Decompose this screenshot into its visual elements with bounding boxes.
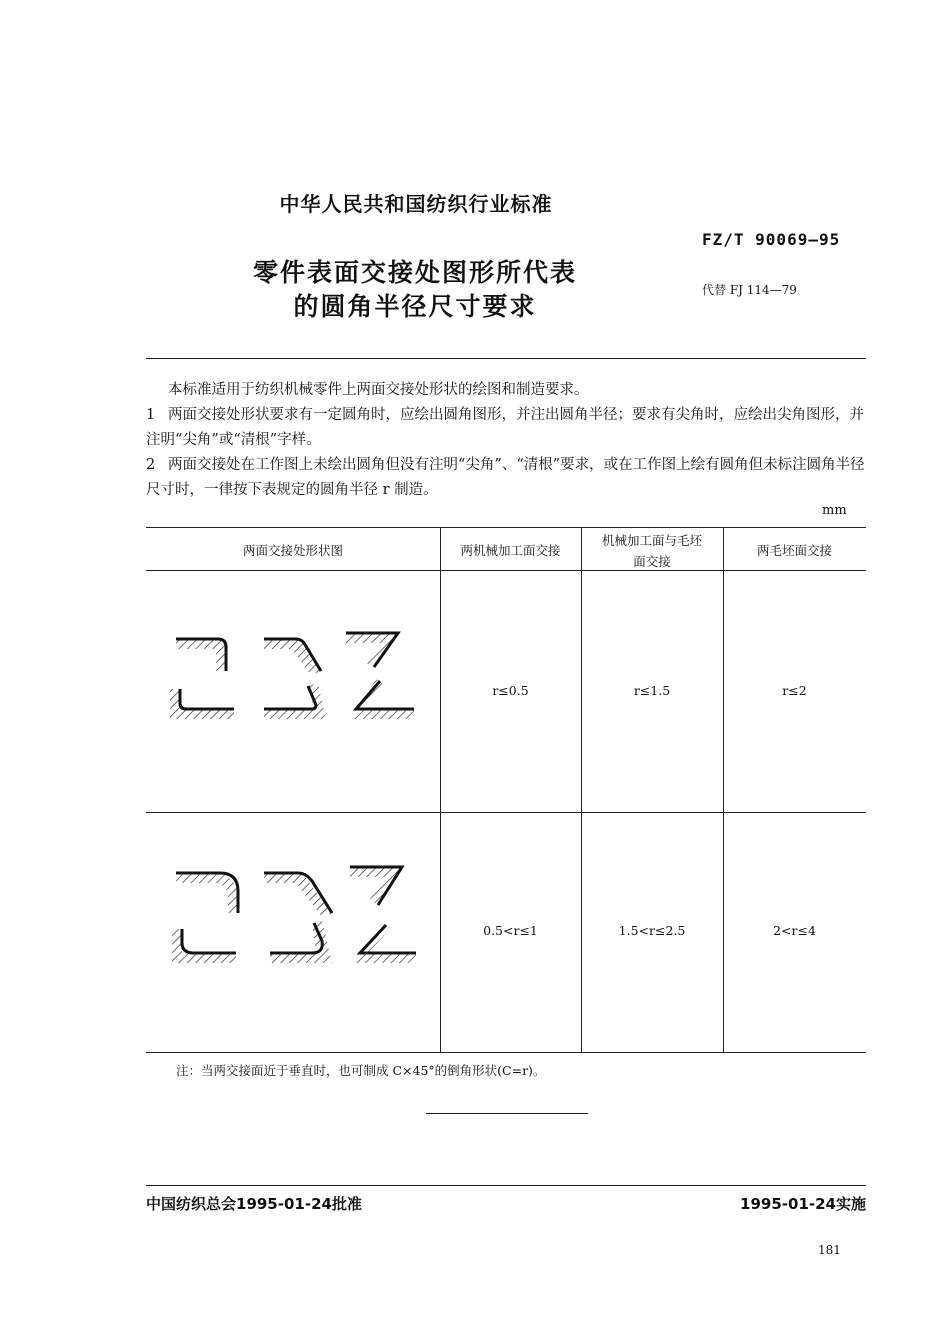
row2-shape-outer-corner-blank xyxy=(264,873,332,917)
table-col-divider-2 xyxy=(581,527,582,1052)
table-col-divider-1 xyxy=(440,527,441,1052)
effective-date: 1995-01-24实施 xyxy=(740,1195,866,1213)
approval-issuer: 中国纺织总会1995-01-24批准 xyxy=(146,1195,362,1213)
standard-number: FZ/T 90069—95 xyxy=(702,230,841,249)
row1-machined-machined: r≤0.5 xyxy=(492,683,529,698)
row1-machined-blank: r≤1.5 xyxy=(633,683,671,698)
row1-shape-inner-corner-machined xyxy=(170,689,234,719)
header-machined-blank-line-1: 机械加工面与毛坯 xyxy=(601,533,702,548)
table-top-border xyxy=(146,527,866,528)
clause-2-text: 两面交接处在工作图上未绘出圆角但没有注明“尖角”、“清根”要求，或在工作图上绘有圆角但未标注圆角半径尺寸时，一律按下表规定的圆角半径 r 制造。 xyxy=(146,457,865,498)
clause-2 xyxy=(146,453,866,503)
page-number: 181 xyxy=(818,1243,841,1257)
header-blank-blank: 两毛坯面交接 xyxy=(756,543,832,558)
doc-title-line-1: 零件表面交接处图形所代表 xyxy=(252,258,577,287)
row2-shape-inner-corner-sharp xyxy=(354,923,416,963)
replaces-standard: 代替 FJ 114—79 xyxy=(702,283,797,297)
row1-shape-inner-corner-blank xyxy=(264,683,326,719)
header-machined-blank xyxy=(581,530,723,572)
clause-2-number: 2 xyxy=(146,457,156,473)
row1-shape-outer-corner-machined xyxy=(176,639,226,671)
corner-shapes-figure xyxy=(146,571,440,1051)
header-machined-machined: 两机械加工面交接 xyxy=(460,543,561,558)
row2-shape-outer-corner-sharp xyxy=(350,867,402,905)
header-shape: 两面交接处形状图 xyxy=(242,543,343,558)
table-col-divider-3 xyxy=(723,527,724,1052)
clause-1 xyxy=(146,403,866,453)
intro-paragraph: 本标准适用于纺织机械零件上两面交接处形状的绘图和制造要求。 xyxy=(168,382,589,398)
row1-shape-inner-corner-sharp xyxy=(350,679,414,719)
org-title: 中华人民共和国纺织行业标准 xyxy=(279,192,553,216)
table-unit: mm xyxy=(822,503,847,518)
table-footnote: 注：当两交接面近于垂直时，也可制成 C×45°的倒角形状(C=r)。 xyxy=(176,1063,546,1078)
row1-shape-outer-corner-sharp xyxy=(346,633,398,667)
clause-1-text: 两面交接处形状要求有一定圆角时，应绘出圆角图形，并注出圆角半径；要求有尖角时，应绘出尖角图形，并注明“尖角”或“清根”字样。 xyxy=(146,407,864,448)
doc-title-line-2: 的圆角半径尺寸要求 xyxy=(293,292,537,321)
row2-machined-blank: 1.5<r≤2.5 xyxy=(618,923,686,938)
end-of-text-rule xyxy=(426,1113,588,1114)
row1-shape-outer-corner-blank xyxy=(264,639,321,675)
row2-machined-machined: 0.5<r≤1 xyxy=(483,923,538,938)
row2-shape-inner-corner-blank xyxy=(270,921,332,963)
row1-blank-blank: r≤2 xyxy=(782,683,807,698)
footer-divider xyxy=(146,1185,866,1186)
header-machined-blank-line-2: 面交接 xyxy=(633,554,671,569)
header-divider xyxy=(146,358,866,359)
row2-blank-blank: 2<r≤4 xyxy=(773,923,816,938)
table-bottom-border xyxy=(146,1052,866,1053)
row2-shape-inner-corner-machined xyxy=(172,929,236,963)
clause-1-number: 1 xyxy=(146,407,156,423)
row2-shape-outer-corner-machined xyxy=(176,873,238,913)
